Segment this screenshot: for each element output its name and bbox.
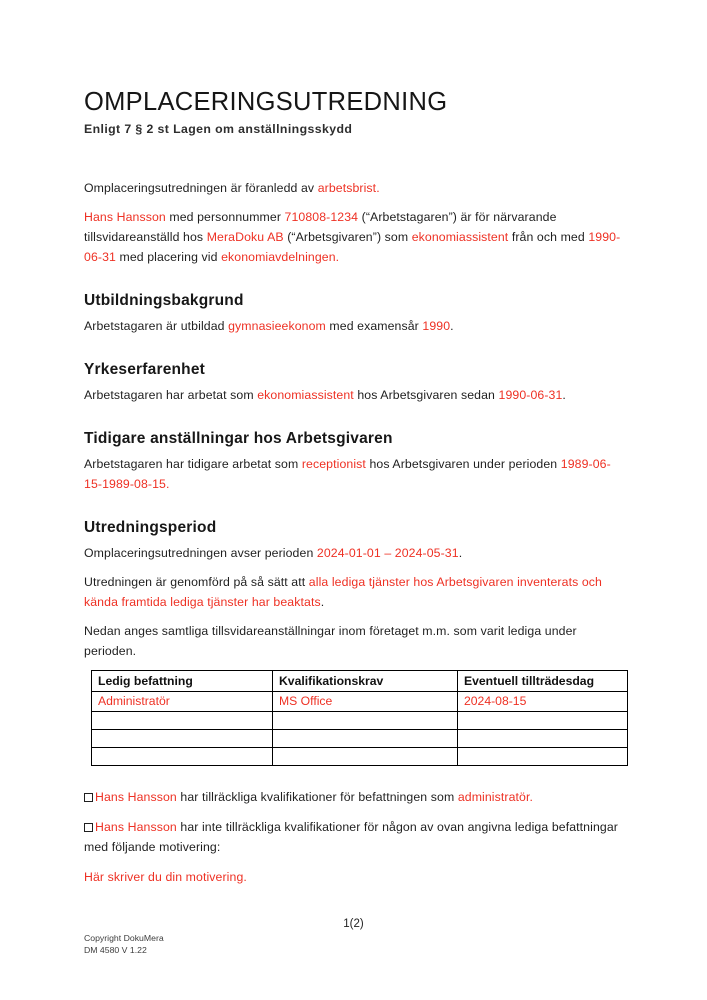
column-header: Eventuell tillträdesdag (458, 671, 628, 692)
heading-investigation-period: Utredningsperiod (84, 519, 217, 536)
text-run: hos Arbetsgivaren under perioden (365, 457, 561, 471)
intro-paragraph (84, 178, 627, 198)
field-value: administratör. (457, 790, 534, 804)
text-run: . (450, 319, 454, 333)
field-value: gymnasieekonom (228, 319, 326, 333)
heading-education: Utbildningsbakgrund (84, 292, 244, 309)
text-run: från och med (508, 230, 589, 244)
field-value: 1990 (422, 319, 451, 333)
text-run: (“Arbetsgivaren”) som (283, 230, 412, 244)
field-value: Här skriver du din motivering. (84, 870, 247, 884)
text-run: har tillräckliga kvalifikationer för befattningen som (176, 790, 458, 804)
checkbox[interactable] (84, 793, 93, 802)
table-header-row (92, 671, 628, 692)
text-run: Nedan anges samtliga tillsvidareanställningar inom företaget m.m. som varit lediga under perioden. (84, 624, 577, 658)
table-cell[interactable]: Administratör (92, 692, 273, 712)
text-run: Utredningen är genomförd på så sätt att (84, 575, 309, 589)
heading-previous-employment: Tidigare anställningar hos Arbetsgivaren (84, 430, 393, 447)
text-run: har inte tillräckliga kvalifikationer för någon av ovan angivna lediga befattningar med följande motivering: (84, 820, 618, 854)
checkbox[interactable] (84, 823, 93, 832)
text-run: Omplaceringsutredningen avser perioden (84, 546, 317, 560)
field-value: arbetsbrist. (317, 181, 380, 195)
table-row (92, 712, 628, 730)
text-run: hos Arbetsgivaren sedan (353, 388, 499, 402)
field-value: ekonomiassistent (257, 388, 354, 402)
experience-paragraph (84, 385, 627, 405)
vacancies-table (91, 670, 628, 766)
document-body (84, 178, 627, 887)
previous-employment-paragraph (84, 454, 627, 494)
not-qualified-option (84, 817, 627, 857)
document-subtitle: Enligt 7 § 2 st Lagen om anställningsskydd (84, 122, 353, 136)
text-run: med placering vid (115, 250, 222, 264)
field-value: Hans Hansson (95, 820, 177, 834)
text-run: med examensår (325, 319, 423, 333)
table-cell[interactable] (273, 748, 458, 766)
field-value: receptionist (301, 457, 366, 471)
table-row (92, 748, 628, 766)
text-run: . (320, 595, 325, 609)
copyright-line-1: Copyright DokuMera (84, 933, 164, 943)
education-paragraph (84, 316, 627, 336)
column-header: Kvalifikationskrav (273, 671, 458, 692)
document-title: OMPLACERINGSUTREDNING (84, 88, 448, 116)
table-cell[interactable]: 2024-08-15 (458, 692, 628, 712)
motivation-placeholder (84, 867, 627, 887)
field-value: 2024-01-01 – 2024-05-31 (316, 546, 459, 560)
field-value: Hans Hansson (84, 210, 166, 224)
table-row (92, 692, 628, 712)
qualified-option (84, 787, 627, 807)
field-value: ekonomiavdelningen. (221, 250, 340, 264)
period-paragraph (84, 543, 627, 563)
text-run: . (562, 388, 566, 402)
table-cell[interactable] (458, 712, 628, 730)
table-cell[interactable] (92, 712, 273, 730)
copyright-block (84, 933, 164, 956)
page-number: 1(2) (343, 918, 364, 930)
table-cell[interactable] (92, 730, 273, 748)
employee-paragraph (84, 207, 627, 267)
document-content (84, 86, 627, 887)
heading-experience: Yrkeserfarenhet (84, 361, 206, 378)
field-value: 1990-06-31 (84, 230, 621, 264)
text-run: . (458, 546, 463, 560)
field-value: 1989-06-15-1989-08-15. (84, 457, 611, 491)
text-run: med personnummer (165, 210, 285, 224)
text-run: Omplaceringsutredningen är föranledd av (84, 181, 318, 195)
table-cell[interactable] (273, 712, 458, 730)
field-value: Hans Hansson (95, 790, 177, 804)
table-cell[interactable]: MS Office (273, 692, 458, 712)
field-value: alla lediga tjänster hos Arbetsgivaren inventerats och kända framtida lediga tjänster har beaktats (84, 575, 602, 609)
table-cell[interactable] (92, 748, 273, 766)
column-header: Ledig befattning (92, 671, 273, 692)
table-cell[interactable] (458, 730, 628, 748)
field-value: 710808-1234 (284, 210, 359, 224)
field-value: ekonomiassistent (411, 230, 509, 244)
table-row (92, 730, 628, 748)
field-value: MeraDoku AB (206, 230, 284, 244)
text-run: Arbetstagaren har arbetat som (84, 388, 258, 402)
table-cell[interactable] (458, 748, 628, 766)
text-run: (“Arbetstagaren”) är för närvarande tillsvidareanställd hos (84, 210, 557, 244)
vacancies-intro-paragraph (84, 621, 627, 661)
table-cell[interactable] (273, 730, 458, 748)
text-run: Arbetstagaren är utbildad (84, 319, 229, 333)
copyright-line-2: DM 4580 V 1.22 (84, 944, 147, 955)
text-run: Arbetstagaren har tidigare arbetat som (84, 457, 302, 471)
method-paragraph (84, 572, 627, 612)
field-value: 1990-06-31 (498, 388, 563, 402)
